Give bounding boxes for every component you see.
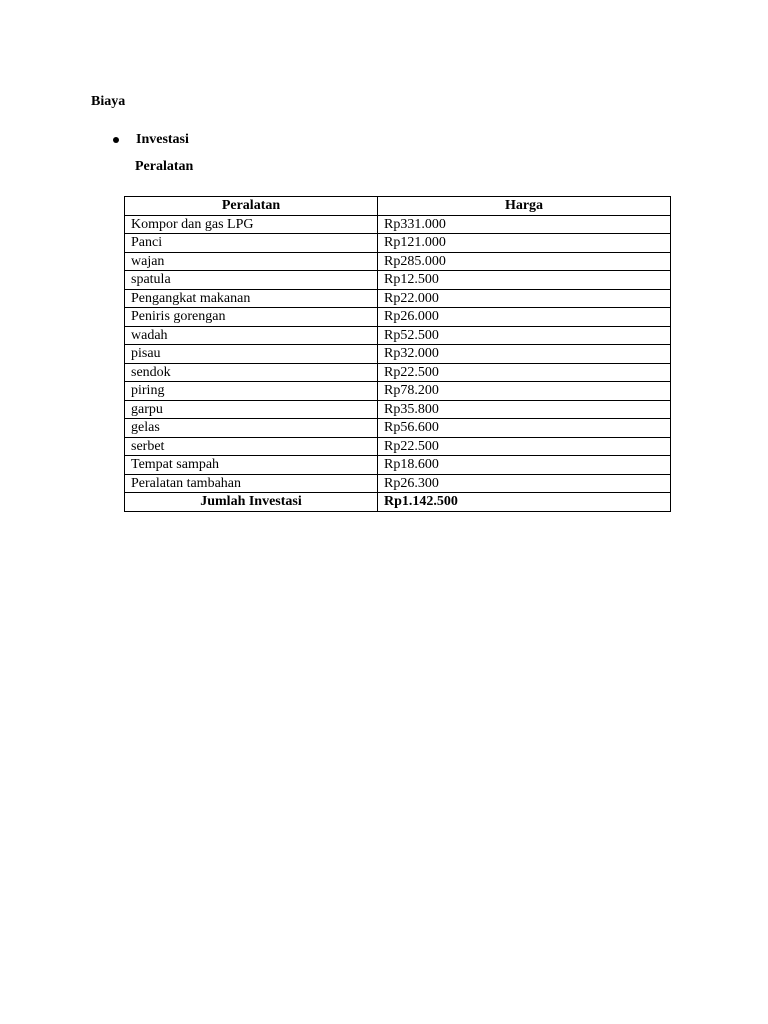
bullet-list-item <box>113 131 189 149</box>
table-row <box>125 474 671 493</box>
price-cell: Rp22.000 <box>378 289 671 308</box>
section-heading: Biaya <box>91 94 126 109</box>
price-cell: Rp52.500 <box>378 326 671 345</box>
table-row <box>125 326 671 345</box>
price-cell: Rp22.500 <box>378 437 671 456</box>
table-row <box>125 363 671 382</box>
item-cell: Kompor dan gas LPG <box>125 215 378 234</box>
item-cell: Panci <box>125 234 378 253</box>
item-cell: Peniris gorengan <box>125 308 378 327</box>
item-cell: serbet <box>125 437 378 456</box>
price-cell: Rp12.500 <box>378 271 671 290</box>
table-row <box>125 400 671 419</box>
price-cell: Rp121.000 <box>378 234 671 253</box>
item-cell: wajan <box>125 252 378 271</box>
item-cell: Pengangkat makanan <box>125 289 378 308</box>
sub-heading: Peralatan <box>135 159 194 174</box>
item-cell: pisau <box>125 345 378 364</box>
table-row <box>125 234 671 253</box>
table-row <box>125 437 671 456</box>
price-cell: Rp26.300 <box>378 474 671 493</box>
item-cell: garpu <box>125 400 378 419</box>
table-row <box>125 382 671 401</box>
item-cell: spatula <box>125 271 378 290</box>
price-cell: Rp35.800 <box>378 400 671 419</box>
column-header-item: Peralatan <box>125 197 378 216</box>
table-row <box>125 252 671 271</box>
price-cell: Rp78.200 <box>378 382 671 401</box>
table-header-row <box>125 197 671 216</box>
price-cell: Rp331.000 <box>378 215 671 234</box>
total-value: Rp1.142.500 <box>378 493 671 512</box>
item-cell: sendok <box>125 363 378 382</box>
table-row <box>125 215 671 234</box>
table-row <box>125 308 671 327</box>
price-cell: Rp32.000 <box>378 345 671 364</box>
table-row <box>125 289 671 308</box>
bullet-icon <box>113 137 119 143</box>
column-header-price: Harga <box>378 197 671 216</box>
total-label: Jumlah Investasi <box>125 493 378 512</box>
table-row <box>125 456 671 475</box>
total-row <box>125 493 671 512</box>
price-cell: Rp56.600 <box>378 419 671 438</box>
price-cell: Rp26.000 <box>378 308 671 327</box>
table-row <box>125 419 671 438</box>
bullet-label: Investasi <box>136 132 189 147</box>
item-cell: wadah <box>125 326 378 345</box>
equipment-cost-table <box>124 196 671 512</box>
table-row <box>125 345 671 364</box>
price-cell: Rp22.500 <box>378 363 671 382</box>
price-cell: Rp18.600 <box>378 456 671 475</box>
item-cell: gelas <box>125 419 378 438</box>
price-cell: Rp285.000 <box>378 252 671 271</box>
item-cell: Tempat sampah <box>125 456 378 475</box>
table-row <box>125 271 671 290</box>
item-cell: piring <box>125 382 378 401</box>
item-cell: Peralatan tambahan <box>125 474 378 493</box>
